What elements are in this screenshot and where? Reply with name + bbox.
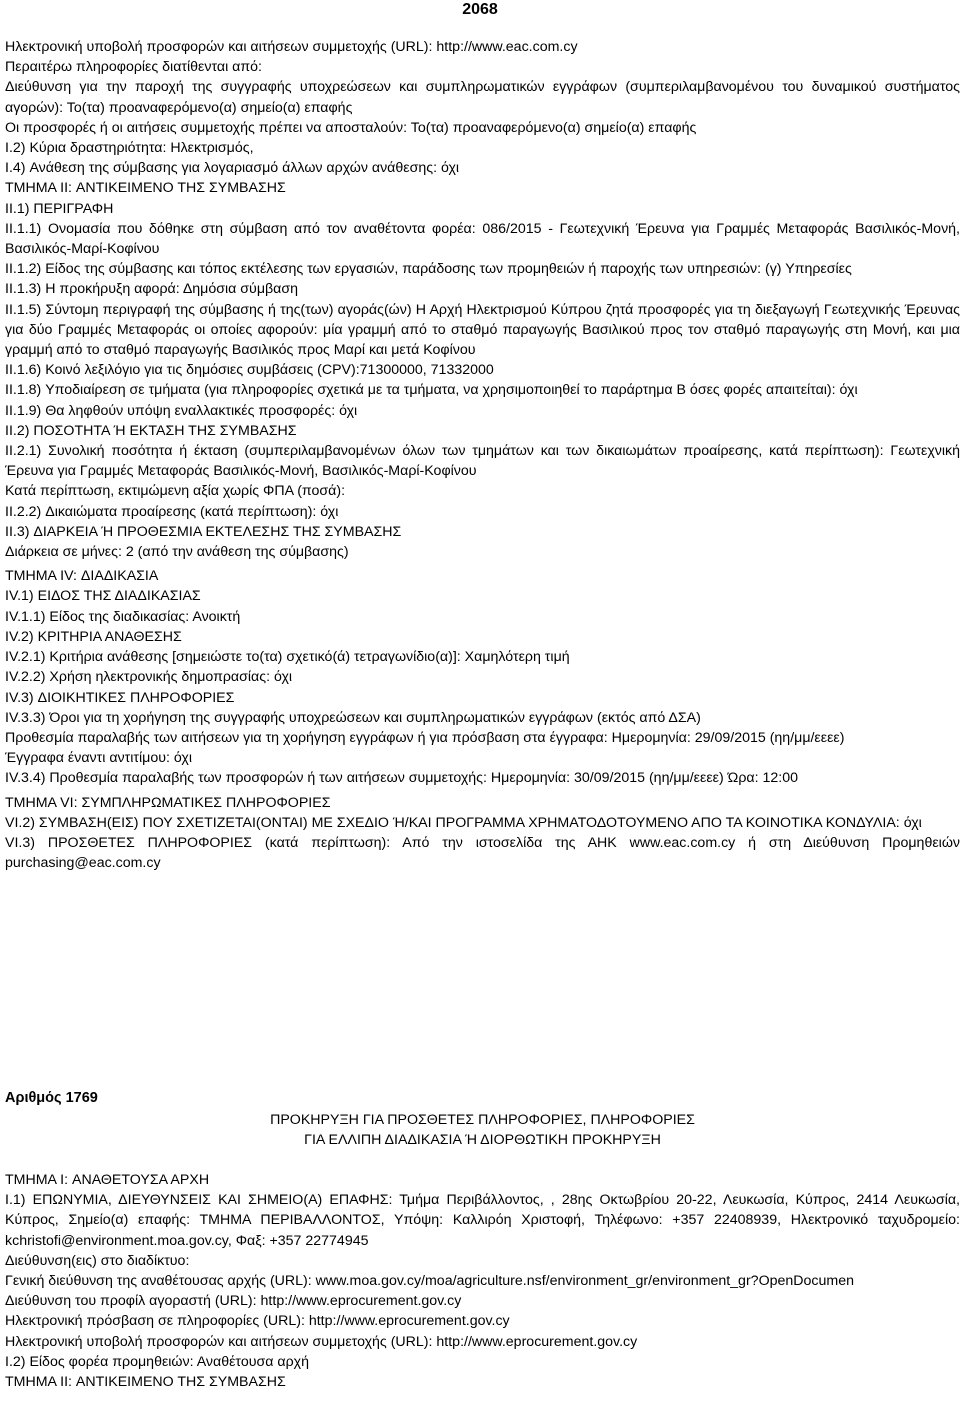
paragraph: Διάρκεια σε μήνες: 2 (από την ανάθεση της σύμβασης) xyxy=(5,544,349,561)
paragraph: VI.2) ΣΥΜΒΑΣΗ(ΕΙΣ) ΠΟΥ ΣΧΕΤΙΖΕΤΑΙ(ΟΝΤΑΙ) ΜΕ ΣΧΕΔΙΟ Ή/ΚΑΙ ΠΡΟΓΡΑΜΜΑ ΧΡΗΜΑΤΟΔΟΤΟΥΜΕΝΟ ΑΠΟ ΤΑ ΚΟΙΝΟΤΙΚΑ ΚΟΝΔΥΛΙΑ: όχι xyxy=(5,814,922,831)
paragraph: IV.2.1) Κριτήρια ανάθεσης [σημειώστε το(τα) σχετικό(ά) τετραγωνίδιο(α)]: Χαμηλότερη τιμή xyxy=(5,649,570,666)
paragraph: Διεύθυνση του προφίλ αγοραστή (URL): http://www.eprocurement.gov.cy xyxy=(5,1293,462,1310)
section-heading: II.1) ΠΕΡΙΓΡΑΦΗ xyxy=(5,200,114,217)
paragraph: IV.3.3) Όροι για τη χορήγηση της συγγραφής υποχρεώσεων και συμπληρωματικών εγγράφων (εκτός από ΔΣΑ) xyxy=(5,709,701,726)
notice-body-bottom xyxy=(5,1170,960,1392)
paragraph: I.1) ΕΠΩΝΥΜΙΑ, ΔΙΕΥΘΥΝΣΕΙΣ ΚΑΙ ΣΗΜΕΙΟ(Α) ΕΠΑΦΗΣ: Τμήμα Περιβάλλοντος, , 28ης Οκτωβρίου 20-22, Λευκωσία, Κύπρος, 2414 Λευκωσία, Κύπρος, Σημείο(α) επαφής: ΤΜΗΜΑ ΠΕΡΙΒΑΛΛΟΝΤΟΣ, Υπόψη: Καλλιρόη Χριστοφή, Τηλέφωνο: +357 22408939, Ηλεκτρονικό ταχυδρομείο: kchristofi@environment.moa.gov.cy, Φαξ: +357 22774945 xyxy=(5,1192,960,1249)
section-heading: IV.1) ΕΙΔΟΣ ΤΗΣ ΔΙΑΔΙΚΑΣΙΑΣ xyxy=(5,588,201,605)
paragraph: IV.2.2) Χρήση ηλεκτρονικής δημοπρασίας: όχι xyxy=(5,669,293,686)
section-heading: ΤΜΗΜΑ II: ΑΝΤΙΚΕΙΜΕΝΟ ΤΗΣ ΣΥΜΒΑΣΗΣ xyxy=(5,1374,286,1391)
paragraph: Γενική διεύθυνση της αναθέτουσας αρχής (URL): www.moa.gov.cy/moa/agriculture.nsf/environment_gr/environment_gr?OpenDocumen xyxy=(5,1273,854,1290)
paragraph: II.1.9) Θα ληφθούν υπόψη εναλλακτικές προσφορές: όχι xyxy=(5,402,358,419)
paragraph: II.2.2) Δικαιώματα προαίρεσης (κατά περίπτωση): όχι xyxy=(5,503,339,520)
paragraph: IV.1.1) Είδος της διαδικασίας: Ανοικτή xyxy=(5,608,241,625)
section-heading: II.3) ΔΙΑΡΚΕΙΑ Ή ΠΡΟΘΕΣΜΙΑ ΕΚΤΕΛΕΣΗΣ ΤΗΣ ΣΥΜΒΑΣΗΣ xyxy=(5,523,402,540)
paragraph: II.1.1) Ονομασία που δόθηκε στη σύμβαση από τον αναθέτοντα φορέα: 086/2015 - Γεωτεχνική Έρευνα για Γραμμές Μεταφοράς Βασιλικός-Μονή, Βασιλικός-Μαρί-Κοφίνου xyxy=(5,220,960,258)
paragraph: Προθεσμία παραλαβής των αιτήσεων για τη χορήγηση εγγράφων ή για πρόσβαση στα έγγραφα: Ημερομηνία: 29/09/2015 (ηη/μμ/εεεε) xyxy=(5,729,845,746)
paragraph: I.2) Είδος φορέα προμηθειών: Αναθέτουσα αρχή xyxy=(5,1353,309,1370)
paragraph: Οι προσφορές ή οι αιτήσεις συμμετοχής πρέπει να αποσταλούν: Το(τα) προαναφερόμενο(α) σημείο(α) επαφής xyxy=(5,119,697,136)
paragraph: II.1.2) Είδος της σύμβασης και τόπος εκτέλεσης των εργασιών, παράδοσης των προμηθειών ή παροχής των υπηρεσιών: (γ) Υπηρεσίες xyxy=(5,261,852,278)
paragraph: IV.3.4) Προθεσμία παραλαβής των προσφορών ή των αιτήσεων συμμετοχής: Ημερομηνία: 30/09/2015 (ηη/μμ/εεεε) Ώρα: 12:00 xyxy=(5,770,798,787)
notice-title-line: ΠΡΟΚΗΡΥΞΗ ΓΙΑ ΠΡΟΣΘΕΤΕΣ ΠΛΗΡΟΦΟΡΙΕΣ, ΠΛΗΡΟΦΟΡΙΕΣ xyxy=(270,1112,695,1128)
page-number: 2068 xyxy=(462,1,498,18)
section-heading: IV.3) ΔΙΟΙΚΗΤΙΚΕΣ ΠΛΗΡΟΦΟΡΙΕΣ xyxy=(5,689,235,706)
paragraph: II.1.3) Η προκήρυξη αφορά: Δημόσια σύμβαση xyxy=(5,281,298,298)
notice-body-top xyxy=(5,37,960,873)
paragraph: Κατά περίπτωση, εκτιμώμενη αξία χωρίς ΦΠΑ (ποσά): xyxy=(5,483,346,500)
section-heading: ΤΜΗΜΑ IV: ΔΙΑΔΙΚΑΣΙΑ xyxy=(5,568,159,585)
paragraph: Περαιτέρω πληροφορίες διατίθενται από: xyxy=(5,59,263,76)
paragraph: Διεύθυνση(εις) στο διαδίκτυο: xyxy=(5,1252,190,1269)
paragraph: Έγγραφα έναντι αντιτίμου: όχι xyxy=(5,750,192,767)
paragraph: I.4) Ανάθεση της σύμβασης για λογαριασμό άλλων αρχών ανάθεσης: όχι xyxy=(5,160,460,177)
paragraph: II.2.1) Συνολική ποσότητα ή έκταση (συμπεριλαμβανομένων όλων των τμημάτων και των δικαιωμάτων προαίρεσης, κατά περίπτωση): Γεωτεχνική Έρευνα για Γραμμές Μεταφοράς Βασιλικός-Μονή, Βασιλικός-Μαρί-Κοφίνου xyxy=(5,443,960,480)
paragraph: Ηλεκτρονική υποβολή προσφορών και αιτήσεων συμμετοχής (URL): http://www.eprocurement.gov.cy xyxy=(5,1333,638,1350)
section-heading: ΤΜΗΜΑ VI: ΣΥΜΠΛΗΡΩΜΑΤΙΚΕΣ ΠΛΗΡΟΦΟΡΙΕΣ xyxy=(5,794,331,811)
paragraph: II.1.8) Υποδιαίρεση σε τμήματα (για πληροφορίες σχετικά με τα τμήματα, να χρησιμοποιηθεί το παράρτημα B όσες φορές απαιτείται): όχι xyxy=(5,382,858,399)
paragraph: II.1.6) Κοινό λεξιλόγιο για τις δημόσιες συμβάσεις (CPV):71300000, 71332000 xyxy=(5,362,494,379)
section-heading: ΤΜΗΜΑ II: ΑΝΤΙΚΕΙΜΕΝΟ ΤΗΣ ΣΥΜΒΑΣΗΣ xyxy=(5,180,286,197)
paragraph: Διεύθυνση για την παροχή της συγγραφής υποχρεώσεων και συμπληρωματικών εγγράφων (συμπεριλαμβανομένου του δυναμικού συστήματος αγορών): Το(τα) προαναφερόμενο(α) σημείο(α) επαφής xyxy=(5,79,960,116)
paragraph: Ηλεκτρονική πρόσβαση σε πληροφορίες (URL): http://www.eprocurement.gov.cy xyxy=(5,1313,510,1330)
paragraph: Ηλεκτρονική υποβολή προσφορών και αιτήσεων συμμετοχής (URL): http://www.eac.com.cy xyxy=(5,39,578,55)
section-heading: II.2) ΠΟΣΟΤΗΤΑ Ή ΕΚΤΑΣΗ ΤΗΣ ΣΥΜΒΑΣΗΣ xyxy=(5,422,297,439)
notice-number: Αριθμός 1769 xyxy=(5,1090,98,1106)
paragraph: VI.3) ΠΡΟΣΘΕΤΕΣ ΠΛΗΡΟΦΟΡΙΕΣ (κατά περίπτωση): Από την ιστοσελίδα της ΑΗΚ www.eac.com.cy ή στη Διεύθυνση Προμηθειών purchasing@eac.com.cy xyxy=(5,834,960,872)
notice-title xyxy=(5,1110,960,1150)
paragraph: I.2) Κύρια δραστηριότητα: Ηλεκτρισμός, xyxy=(5,140,254,157)
section-heading: ΤΜΗΜΑ I: ΑΝΑΘΕΤΟΥΣΑ ΑΡΧΗ xyxy=(5,1172,210,1188)
section-heading: IV.2) ΚΡΙΤΗΡΙΑ ΑΝΑΘΕΣΗΣ xyxy=(5,628,182,645)
notice-title-line: ΓΙΑ ΕΛΛΙΠΗ ΔΙΑΔΙΚΑΣΙΑ Ή ΔΙΟΡΘΩΤΙΚΗ ΠΡΟΚΗΡΥΞΗ xyxy=(304,1132,661,1149)
paragraph: II.1.5) Σύντομη περιγραφή της σύμβασης ή της(των) αγοράς(ών) Η Αρχή Ηλεκτρισμού Κύπρου ζητά προσφορές για τη διεξαγωγή Γεωτεχνικής Έρευνας για δύο Γραμμές Μεταφοράς οι οποίες αφορούν: μία γραμμή από το σταθμό παραγωγής Βασιλικού προς τον σταθμό παραγωγής στη Μονή, και μια γραμμή από το σταθμό παραγωγής Βασιλικός προς Μαρί και μετά Κοφίνου xyxy=(5,301,960,359)
